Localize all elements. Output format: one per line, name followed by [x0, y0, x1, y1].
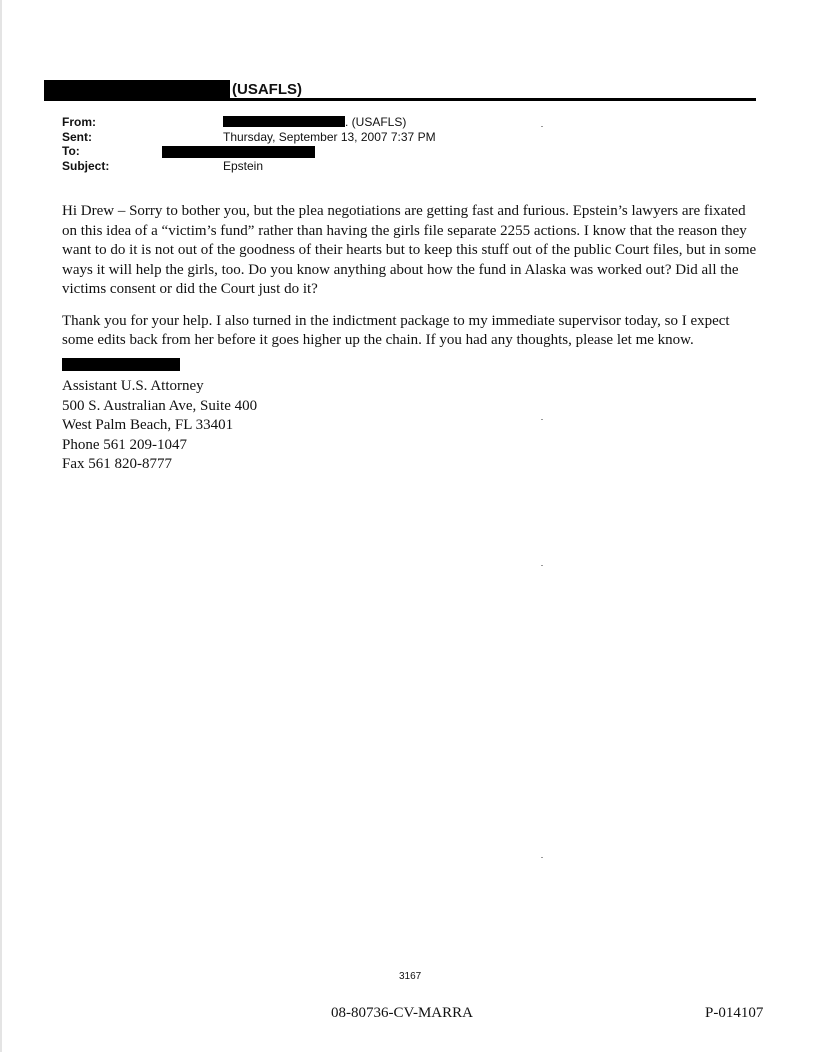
from-value [223, 115, 406, 129]
from-label: From: [62, 115, 96, 129]
scan-speck [541, 857, 543, 858]
header-rule [44, 98, 756, 101]
redaction-block [44, 80, 230, 99]
page-number: 3167 [399, 971, 422, 982]
redaction-block [223, 116, 345, 127]
subject-label: Subject: [62, 158, 110, 173]
from-value-suffix: . (USAFLS) [345, 115, 407, 129]
sender-header-bar [44, 80, 756, 100]
scan-speck [541, 126, 543, 127]
sent-value: Thursday, September 13, 2007 7:37 PM [223, 129, 436, 144]
signature-fax: Fax 561 820-8777 [62, 456, 172, 472]
body-paragraph: Hi Drew – Sorry to bother you, but the plea negotiations are getting fast and furious. Epstein’s lawyers are fixated on this idea of a “victim’s fund” rather than having the girls file separate 2255 actions. I know that the reason they want to do it is not out of the goodness of their hearts but to keep this stuff out of the public Court files, but in some ways it will help the girls, too. Do you know anything about how the fund in Alaska was worked out? Did all the victims consent or did the Court just do it? [62, 203, 757, 297]
signature-block [62, 358, 257, 475]
redaction-block [62, 358, 180, 371]
sent-label: Sent: [62, 129, 92, 144]
body-paragraph: Thank you for your help. I also turned in the indictment package to my immediate supervisor today, so I expect some edits back from her before it goes higher up the chain. If you had any thoughts, please let me know. [62, 312, 730, 348]
to-value [162, 145, 315, 163]
subject-value: Epstein [223, 158, 264, 173]
scan-speck [541, 565, 543, 566]
sender-name: (USAFLS) [232, 81, 302, 98]
scan-speck [541, 419, 543, 420]
redaction-block [162, 146, 315, 158]
signature-address-line: 500 S. Australian Ave, Suite 400 [62, 397, 258, 414]
bates-number: P-014107 [705, 1005, 764, 1021]
page-edge-shadow [0, 0, 2, 1052]
signature-phone: Phone 561 209-1047 [62, 436, 187, 453]
email-body [62, 202, 757, 363]
to-label: To: [62, 144, 80, 158]
case-number: 08-80736-CV-MARRA [331, 1005, 473, 1021]
signature-address-line: West Palm Beach, FL 33401 [62, 417, 234, 433]
signature-title: Assistant U.S. Attorney [62, 378, 204, 394]
